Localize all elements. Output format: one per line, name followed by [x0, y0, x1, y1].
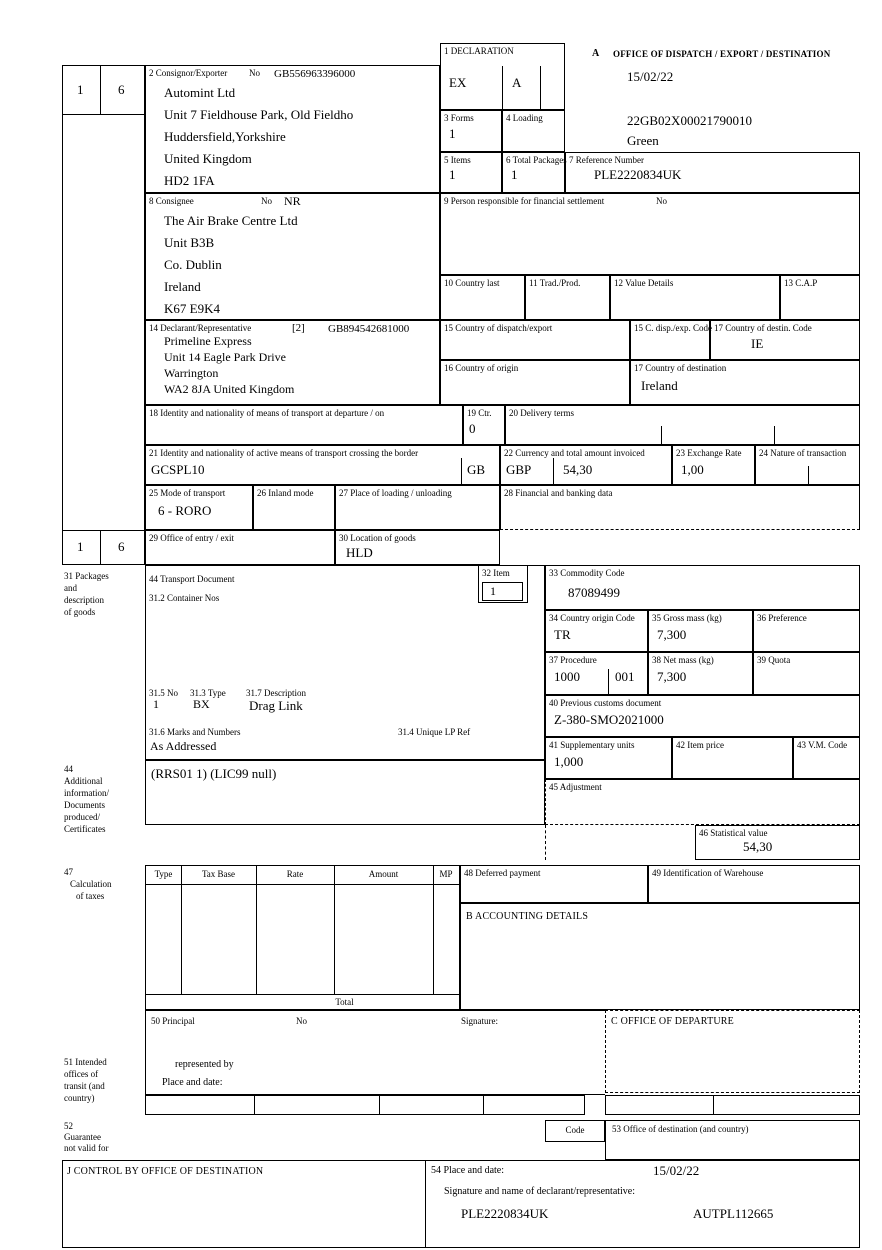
box-21-active-transport	[145, 445, 500, 485]
box-31-margin-line: description	[64, 595, 104, 605]
box-32-item	[478, 565, 528, 603]
box-15-country-dispatch	[440, 320, 630, 360]
box-35-label: 35 Gross mass (kg)	[652, 613, 722, 623]
box-2-consignor	[145, 65, 440, 193]
statistical-value: 54,30	[743, 839, 773, 854]
consignee-country: Ireland	[164, 279, 201, 294]
box-25-mode-transport	[145, 485, 253, 530]
box-24-nature-transaction	[755, 445, 860, 485]
divider-line	[502, 66, 503, 109]
box-52-margin	[64, 1121, 109, 1154]
copy-number-top-6: 6	[118, 82, 125, 97]
consignor-eori: GB556963396000	[274, 68, 356, 80]
consignor-postcode: HD2 1FA	[164, 173, 215, 188]
copy-number-cell-top-1	[62, 65, 101, 115]
box-39-label: 39 Quota	[757, 655, 791, 665]
box-38-label: 38 Net mass (kg)	[652, 655, 714, 665]
box-18-transport-departure	[145, 405, 463, 445]
transit-offices-cells-right	[605, 1095, 860, 1115]
box-4-label: 4 Loading	[506, 113, 543, 123]
consignee-name: The Air Brake Centre Ltd	[164, 213, 298, 228]
box-30-location-goods	[335, 530, 500, 565]
consignee-address-line-2: Co. Dublin	[164, 257, 222, 272]
package-type: BX	[193, 697, 210, 711]
section-a-letter: A	[592, 48, 600, 59]
divider-line	[146, 884, 459, 885]
gross-mass: 7,300	[657, 627, 687, 642]
box-1-label: 1 DECLARATION	[444, 46, 514, 56]
box-47-margin-line: 47	[64, 867, 73, 877]
box-19-label: 19 Ctr.	[467, 408, 492, 418]
section-b-accounting	[460, 903, 860, 1010]
box-15a-label: 15 C. disp./exp. Code	[634, 323, 712, 333]
box-26-inland-mode	[253, 485, 335, 530]
box-22-label: 22 Currency and total amount invoiced	[504, 448, 645, 458]
box-17-value: Ireland	[641, 378, 678, 393]
box-53-office-destination	[605, 1120, 860, 1160]
box-17a-label: 17 Country of destin. Code	[714, 323, 812, 333]
item-number: 1	[490, 584, 496, 598]
divider-line	[483, 1096, 484, 1114]
box-34-origin-code	[545, 610, 648, 652]
box-52-margin-line: Guarantee	[64, 1132, 101, 1142]
box-54-reference: PLE2220834UK	[461, 1206, 549, 1221]
box-19-ctr	[463, 405, 505, 445]
box-5-value: 1	[449, 167, 456, 182]
procedure-code-2: 001	[615, 669, 635, 684]
tax-col-mp: MP	[439, 869, 453, 879]
copy-number-cell-mid-1	[62, 530, 101, 565]
consignee-id: NR	[284, 194, 301, 208]
box-47-margin-line: Calculation	[70, 879, 112, 889]
box-21-nationality: GB	[467, 462, 486, 477]
copy-number-top-1: 1	[77, 82, 84, 97]
divider-line	[181, 866, 182, 994]
consignor-country: United Kingdom	[164, 151, 252, 166]
divider-line	[433, 866, 434, 994]
box-44-margin-line: produced/	[64, 812, 100, 822]
box-49-warehouse-id	[648, 865, 860, 903]
box-27-label: 27 Place of loading / unloading	[339, 488, 452, 498]
box-30-label: 30 Location of goods	[339, 533, 416, 543]
box-47-tax-table	[145, 865, 460, 1010]
divider-line	[461, 458, 462, 484]
routing-status: Green	[627, 133, 659, 148]
commodity-code: 87089499	[568, 585, 620, 600]
consignee-address-line-1: Unit B3B	[164, 235, 215, 250]
box-35-gross-mass	[648, 610, 753, 652]
box-40-label: 40 Previous customs document	[549, 698, 662, 708]
divider-line	[540, 66, 541, 109]
box-45-label: 45 Adjustment	[549, 782, 602, 792]
box-7-label: 7 Reference Number	[569, 155, 644, 165]
box-4-loading	[502, 110, 565, 152]
divider-line	[334, 866, 335, 994]
box-34-label: 34 Country origin Code	[549, 613, 635, 623]
copy-number-cell-mid-6	[100, 530, 145, 565]
box-44-transport-doc-label: 44 Transport Document	[149, 574, 235, 584]
divider-line	[774, 426, 775, 444]
section-c-title: C OFFICE OF DEPARTURE	[611, 1016, 734, 1027]
tax-col-rate: Rate	[286, 869, 304, 879]
consignee-postcode: K67 E9K4	[164, 301, 220, 316]
copy-number-mid-1: 1	[77, 539, 84, 554]
box-11-label: 11 Trad./Prod.	[529, 278, 581, 288]
box-23-value: 1,00	[681, 462, 704, 477]
box-8-consignee	[145, 193, 440, 320]
box-2-label: 2 Consignor/Exporter	[149, 68, 228, 78]
box-5-label: 5 Items	[444, 155, 471, 165]
box-37-procedure	[545, 652, 648, 695]
box-31-4-lp-ref-label: 31.4 Unique LP Ref	[398, 727, 471, 737]
declarant-eori: GB894542681000	[328, 323, 410, 335]
box-9-financial-settlement	[440, 193, 860, 275]
box-22-currency: GBP	[506, 462, 532, 477]
box-38-net-mass	[648, 652, 753, 695]
box-7-value: PLE2220834UK	[594, 167, 682, 182]
box-54-label: 54 Place and date:	[431, 1165, 505, 1176]
divider-line	[254, 1096, 255, 1114]
box-54-declarant-ref: AUTPL112665	[693, 1206, 774, 1221]
box-43-vm-code	[793, 737, 860, 779]
box-21-label: 21 Identity and nationality of active means of transport crossing the border	[149, 448, 419, 458]
box-50-label: 50 Principal	[151, 1016, 195, 1026]
box-7-reference-number	[565, 152, 860, 193]
box-29-label: 29 Office of entry / exit	[149, 533, 235, 543]
declarant-name: Primeline Express	[164, 334, 252, 348]
box-49-label: 49 Identification of Warehouse	[652, 868, 764, 878]
box-14-label: 14 Declarant/Representative	[149, 323, 252, 333]
box-14-declarant	[145, 320, 440, 405]
box-3-value: 1	[449, 126, 456, 141]
box-32-value-cell	[482, 582, 523, 601]
box-45-adjustment	[545, 779, 860, 825]
declarant-code: [2]	[292, 322, 305, 334]
represented-by-label: represented by	[175, 1059, 234, 1070]
box-16-label: 16 Country of origin	[444, 363, 519, 373]
box-5-items	[440, 152, 502, 193]
transit-offices-cells-left	[145, 1095, 585, 1115]
previous-document-ref: Z-380-SMO2021000	[554, 712, 664, 727]
box-30-value: HLD	[346, 545, 373, 560]
box-12-label: 12 Value Details	[614, 278, 674, 288]
box-54-place-date	[425, 1160, 860, 1248]
box-31-3-type-label: 31.3 Type	[190, 688, 226, 698]
declarant-postcode-country: WA2 8JA United Kingdom	[164, 382, 295, 396]
box-42-label: 42 Item price	[676, 740, 724, 750]
box-52-margin-line: not valid for	[64, 1143, 109, 1153]
box-31-7-description-label: 31.7 Description	[246, 688, 306, 698]
box-54-date: 15/02/22	[653, 1163, 700, 1178]
copy-number-mid-6: 6	[118, 539, 125, 554]
box-20-delivery-terms	[505, 405, 860, 445]
box-8-label: 8 Consignee	[149, 196, 194, 206]
tax-total-label: Total	[335, 997, 354, 1007]
box-44-margin-line: Additional	[64, 776, 103, 786]
box-11-trad-prod	[525, 275, 610, 320]
box-6-value: 1	[511, 167, 518, 182]
box-24-label: 24 Nature of transaction	[759, 448, 847, 458]
declaration-type: EX	[449, 75, 467, 90]
box-9-label: 9 Person responsible for financial settlement	[444, 196, 605, 206]
box-44-margin-line: Documents	[64, 800, 105, 810]
box-31-6-marks-label: 31.6 Marks and Numbers	[149, 727, 241, 737]
box-3-label: 3 Forms	[444, 113, 474, 123]
divider-line	[808, 466, 809, 484]
divider-line	[545, 825, 546, 860]
divider-line	[608, 669, 609, 694]
box-46-label: 46 Statistical value	[699, 828, 768, 838]
divider-line	[661, 426, 662, 444]
box-31-margin-line: and	[64, 583, 77, 593]
box-51-margin	[64, 1056, 107, 1104]
box-51-margin-line: transit (and	[64, 1081, 105, 1091]
declaration-category: A	[512, 75, 522, 90]
declarant-address-line-1: Unit 14 Eagle Park Drive	[164, 350, 286, 364]
box-44-margin	[64, 763, 109, 835]
box-52-code-cell	[545, 1120, 605, 1142]
box-48-label: 48 Deferred payment	[464, 868, 541, 878]
section-c-office-departure	[605, 1010, 860, 1093]
divider-line	[379, 1096, 380, 1114]
box-17-country-destination	[630, 360, 860, 405]
box-48-deferred-payment	[460, 865, 648, 903]
box-17a-value: IE	[751, 336, 764, 351]
box-25-value: 6 - RORO	[158, 503, 212, 518]
box-13-cap	[780, 275, 860, 320]
consignor-address-line-2: Huddersfield,Yorkshire	[164, 129, 286, 144]
consignor-name: Automint Ltd	[164, 85, 236, 100]
box-53-label: 53 Office of destination (and country)	[612, 1124, 749, 1134]
tax-col-amount: Amount	[368, 869, 399, 879]
box-12-value-details	[610, 275, 780, 320]
box-44-margin-line: information/	[64, 788, 109, 798]
box-46-statistical-value	[695, 825, 860, 860]
net-mass: 7,300	[657, 669, 687, 684]
box-51-margin-line: offices of	[64, 1069, 99, 1079]
box-50-no-label: No	[296, 1016, 307, 1026]
left-column-box	[62, 114, 145, 531]
divider-line	[256, 866, 257, 994]
box-31-5-no-label: 31.5 No	[149, 688, 178, 698]
section-a-title: OFFICE OF DISPATCH / EXPORT / DESTINATION	[613, 49, 831, 59]
box-31-margin-line: of goods	[64, 607, 96, 617]
supplementary-units: 1,000	[554, 754, 584, 769]
box-10-country-last	[440, 275, 525, 320]
section-j-title: J CONTROL BY OFFICE OF DESTINATION	[67, 1166, 264, 1177]
box-17-label: 17 Country of destination	[634, 363, 727, 373]
box-31-margin	[64, 570, 109, 618]
section-b-title: B ACCOUNTING DETAILS	[466, 911, 589, 922]
box-33-commodity-code	[545, 565, 860, 610]
box-16-country-origin	[440, 360, 630, 405]
box-52-margin-line: 52	[64, 1121, 73, 1131]
box-52-code-label: Code	[565, 1125, 585, 1135]
box-44-margin-line: 44	[64, 764, 73, 774]
copy-number-cell-top-6	[100, 65, 145, 115]
box-43-label: 43 V.M. Code	[797, 740, 848, 750]
box-32-label: 32 Item	[482, 568, 510, 578]
box-28-financial-banking	[500, 485, 860, 530]
box-10-label: 10 Country last	[444, 278, 500, 288]
box-47-margin-line: of taxes	[76, 891, 105, 901]
box-47-margin	[64, 866, 112, 902]
tax-col-base: Tax Base	[201, 869, 236, 879]
box-13-label: 13 C.A.P	[784, 278, 818, 288]
box-54-signature-label: Signature and name of declarant/representative:	[444, 1186, 636, 1197]
box-42-item-price	[672, 737, 793, 779]
box-44-additional-info	[145, 760, 545, 825]
box-3-forms	[440, 110, 502, 152]
box-22-currency-amount	[500, 445, 672, 485]
box-37-label: 37 Procedure	[549, 655, 597, 665]
box-23-label: 23 Exchange Rate	[676, 448, 742, 458]
box-17a-destination-code	[710, 320, 860, 360]
origin-country-code: TR	[554, 627, 571, 642]
dispatch-date: 15/02/22	[627, 69, 674, 84]
procedure-code: 1000	[554, 669, 580, 684]
box-21-value: GCSPL10	[151, 462, 205, 477]
box-29-office-entry-exit	[145, 530, 335, 565]
box-26-label: 26 Inland mode	[257, 488, 314, 498]
box-40-previous-document	[545, 695, 860, 737]
package-count: 1	[153, 697, 159, 711]
section-j-control	[62, 1160, 426, 1248]
box-36-label: 36 Preference	[757, 613, 807, 623]
box-41-supplementary-units	[545, 737, 672, 779]
box-51-margin-line: 51 Intended	[64, 1057, 107, 1067]
box-6-label: 6 Total Packages	[506, 155, 567, 165]
declarant-address-line-2: Warrington	[164, 366, 219, 380]
box-8-no-label: No	[261, 196, 272, 206]
goods-description: Drag Link	[249, 698, 303, 713]
place-and-date-label: Place and date:	[162, 1077, 223, 1088]
box-18-label: 18 Identity and nationality of means of transport at departure / on	[149, 408, 385, 418]
tax-col-type: Type	[154, 869, 173, 879]
box-1-declaration	[440, 43, 565, 110]
box-15a-dispatch-code	[630, 320, 710, 360]
box-36-preference	[753, 610, 860, 652]
box-51-margin-line: country)	[64, 1093, 95, 1103]
box-23-exchange-rate	[672, 445, 755, 485]
consignor-address-line-1: Unit 7 Fieldhouse Park, Old Fieldho	[164, 107, 354, 122]
box-39-quota	[753, 652, 860, 695]
box-44-margin-line: Certificates	[64, 824, 106, 834]
divider-line	[713, 1096, 714, 1114]
box-15-label: 15 Country of dispatch/export	[444, 323, 553, 333]
box-50-signature-label: Signature:	[461, 1016, 498, 1026]
box-28-label: 28 Financial and banking data	[504, 488, 613, 498]
box-33-label: 33 Commodity Code	[549, 568, 625, 578]
box-22-amount: 54,30	[563, 462, 593, 477]
box-2-no-label: No	[249, 68, 260, 78]
box-9-no-label: No	[656, 196, 667, 206]
box-31-margin-line: 31 Packages	[64, 571, 109, 581]
box-27-place-loading	[335, 485, 500, 530]
box-31-2-container-label: 31.2 Container Nos	[149, 593, 220, 603]
box-20-label: 20 Delivery terms	[509, 408, 574, 418]
movement-reference-number: 22GB02X00021790010	[627, 113, 752, 128]
additional-info-value: (RRS01 1) (LIC99 null)	[151, 766, 277, 781]
divider-line	[553, 458, 554, 484]
box-25-label: 25 Mode of transport	[149, 488, 226, 498]
divider-line	[146, 994, 459, 995]
marks-and-numbers: As Addressed	[150, 739, 217, 753]
box-41-label: 41 Supplementary units	[549, 740, 635, 750]
box-6-total-packages	[502, 152, 565, 193]
box-19-value: 0	[469, 421, 476, 436]
